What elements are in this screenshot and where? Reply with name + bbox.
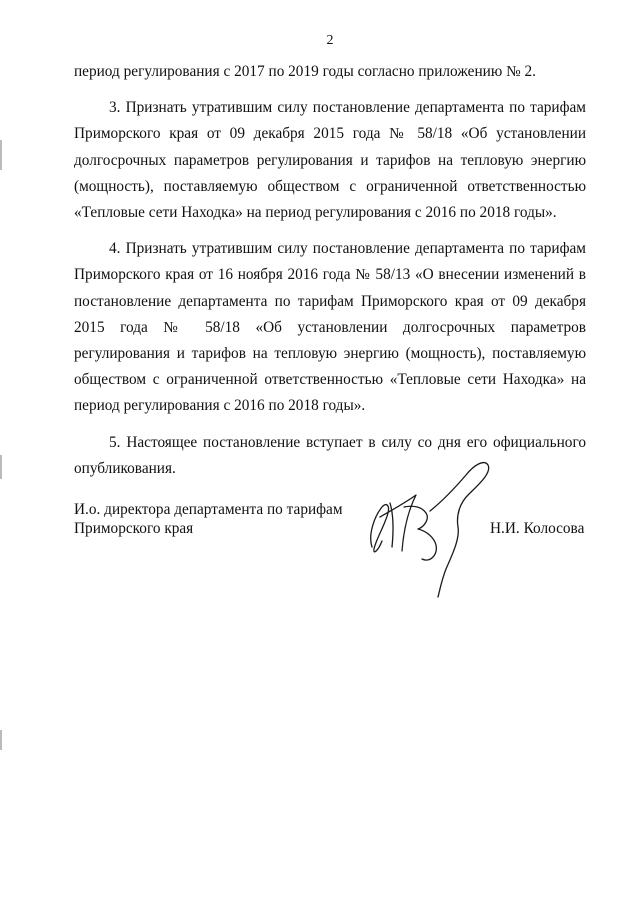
document-body [74, 59, 586, 482]
signer-position-line-1: И.о. директора департамента по тарифам [74, 501, 343, 518]
handwritten-signature [360, 455, 500, 600]
paragraph-item-5: 5. Настоящее постановление вступает в силу со дня его официального опубликования. [74, 433, 586, 477]
page-number: 2 [326, 33, 334, 48]
scan-edge-mark [0, 455, 2, 479]
paragraph-continuation: период регулирования с 2017 по 2019 годы согласно приложению № 2. [74, 63, 536, 80]
signer-name: Н.И. Колосова [490, 520, 585, 537]
scan-edge-mark [0, 730, 2, 750]
signer-position [74, 500, 343, 538]
paragraph-item-4: 4. Признать утратившим силу постановление департамента по тарифам Приморского края от 16 ноября 2016 года № 58/13 «О внесении изменений в постановление департамента по тарифам Приморского края от 09 декабря 2015 года № 58/18 «Об установлении долгосрочных параметров регулирования и тарифов на тепловую энергию (мощность), поставляемую обществом с ограниченной ответственностью «Тепловые сети Находка» на период регулирования с 2016 по 2018 годы». [74, 240, 586, 415]
signer-position-line-2: Приморского края [74, 520, 194, 537]
paragraph-item-3: 3. Признать утратившим силу постановление департамента по тарифам Приморского края от 09 декабря 2015 года № 58/18 «Об установлении долгосрочных параметров регулирования и тарифов на тепловую энергию (мощность), поставляемую обществом с ограниченной ответственностью «Тепловые сети Находка» на период регулирования с 2016 по 2018 годы». [74, 99, 586, 222]
scan-edge-mark [0, 140, 2, 170]
